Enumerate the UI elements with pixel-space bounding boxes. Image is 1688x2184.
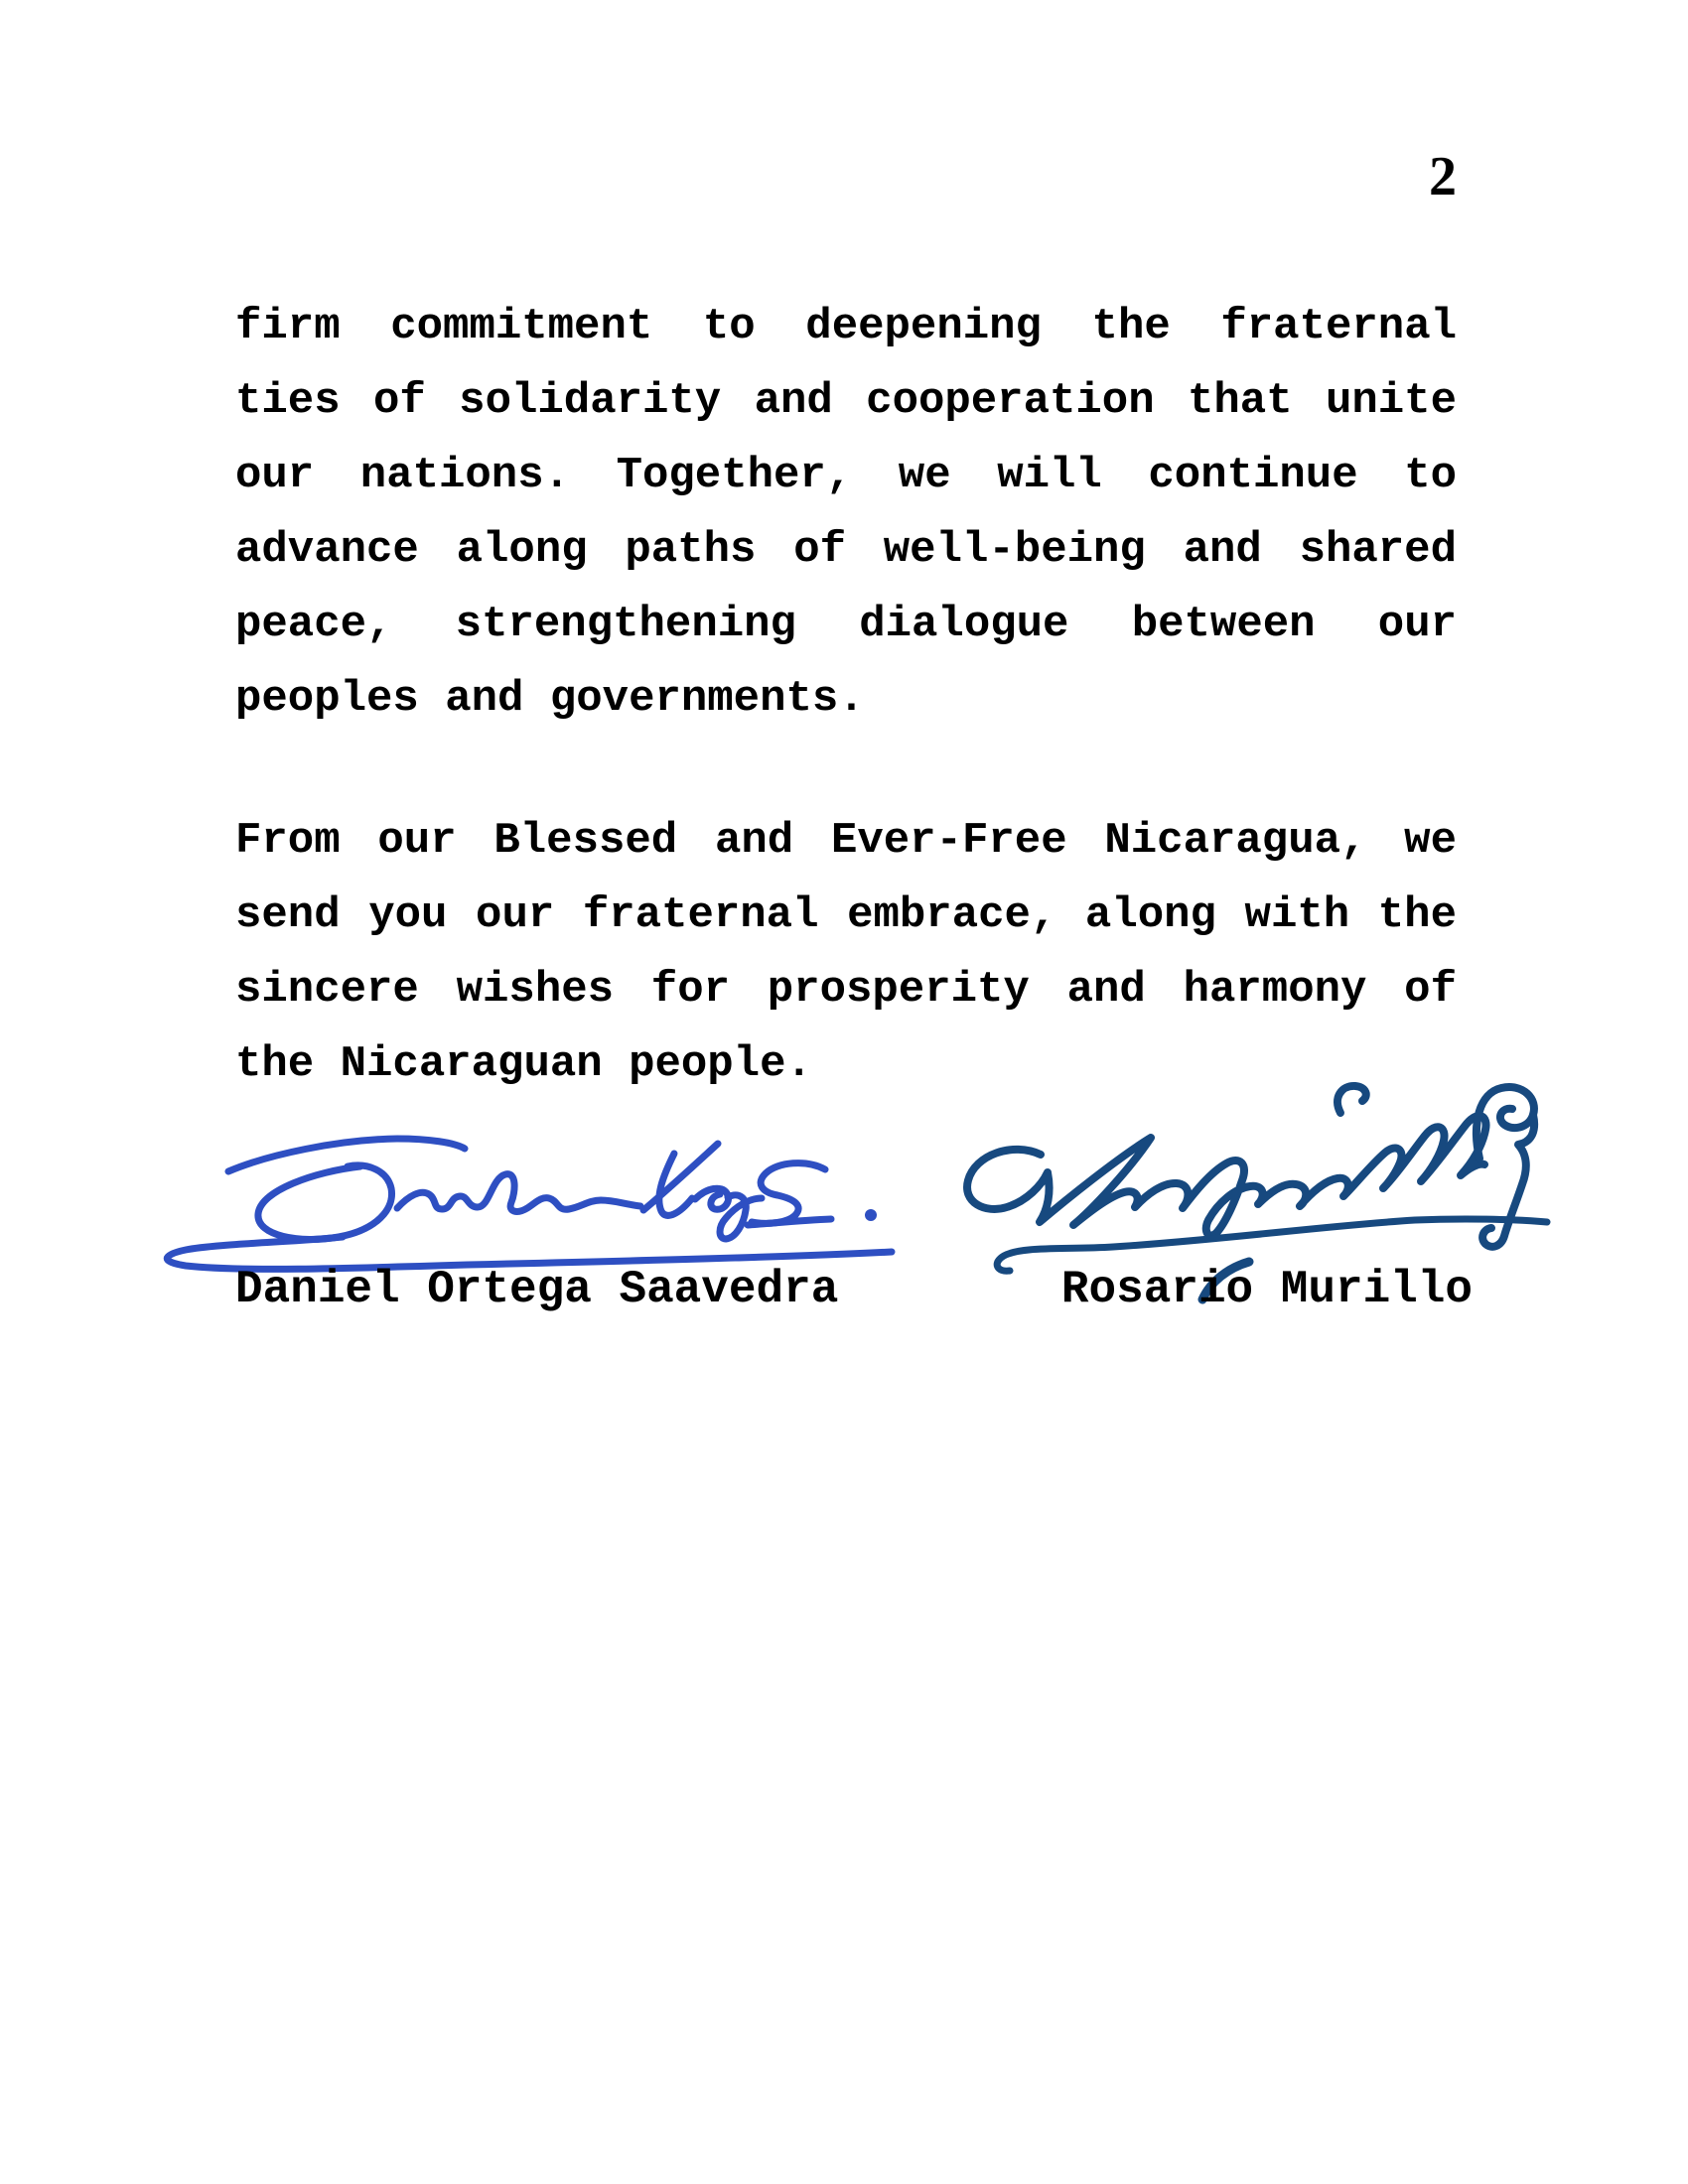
- paragraph-commitment: firm commitment to deepening the fraternal ties of solidarity and cooperation that unite our nations. Together, we will continue to advance along paths of well-being and shared peace, strengthening dialogue between our peoples and governments.: [235, 302, 1457, 724]
- signatory-name-daniel-ortega: Daniel Ortega Saavedra: [235, 1264, 839, 1315]
- signatory-name-rosario-murillo: Rosario Murillo: [1060, 1264, 1473, 1315]
- letter-body: [235, 290, 1457, 1169]
- signatory-names-row: [235, 1265, 1473, 1314]
- page-number: 2: [1429, 146, 1457, 207]
- paragraph-farewell: From our Blessed and Ever-Free Nicaragua, we send you our fraternal embrace, along with the sincere wishes for prosperity and harmony of the Nicaraguan people.: [235, 816, 1457, 1089]
